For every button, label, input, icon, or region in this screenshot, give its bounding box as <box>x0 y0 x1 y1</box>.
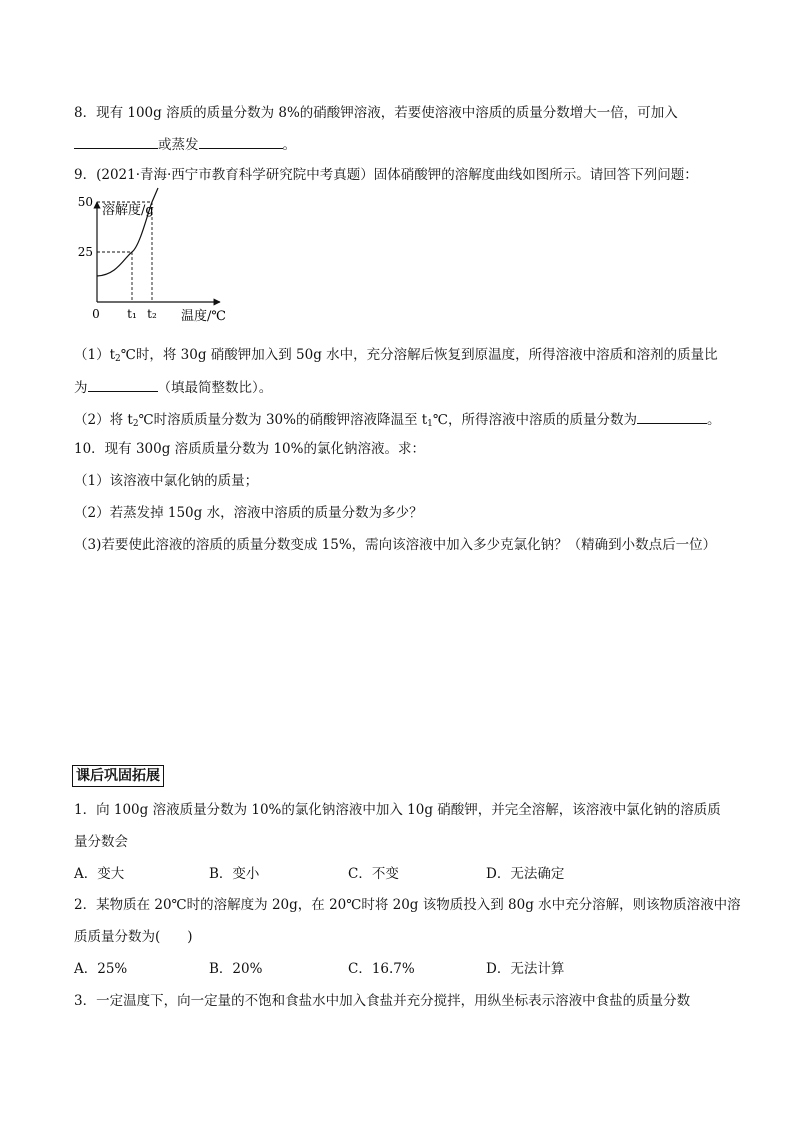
ex2-option-b[interactable]: B．20% <box>209 961 263 977</box>
q9-p1-subscript: 2 <box>115 354 121 364</box>
q9-p1-blank[interactable] <box>88 377 158 392</box>
q9-p2-subscript-2: 1 <box>427 419 433 429</box>
y-tick-label-25: 25 <box>77 245 93 259</box>
q8-blank-2[interactable] <box>199 134 283 149</box>
q9-p2-text-b: ℃时溶质质量分数为 30%的硝酸钾溶液降温至 t <box>138 412 428 428</box>
origin-label: 0 <box>92 307 100 321</box>
q9-p2-subscript-1: 2 <box>132 419 139 429</box>
ex1-option-c[interactable]: C．不变 <box>348 866 399 882</box>
y-axis-label: 溶解度/g <box>102 203 154 218</box>
ex2-option-c[interactable]: C．16.7% <box>348 961 415 977</box>
ex1-option-a[interactable]: A．变大 <box>74 866 125 882</box>
q10-part1: （1）该溶液中氯化钠的质量； <box>74 473 259 489</box>
ex1-option-b[interactable]: B．变小 <box>209 866 260 882</box>
q8-line1: 8．现有 100g 溶质的质量分数为 8%的硝酸钾溶液，若要使溶液中溶质的质量分数增大一倍，可加入 <box>74 105 678 121</box>
x-axis-label: 温度/℃ <box>181 309 226 324</box>
ex2-option-a[interactable]: A．25% <box>74 961 128 977</box>
ex1-option-d[interactable]: D．无法确定 <box>486 866 565 882</box>
ex1-line1: 1．向 100g 溶液质量分数为 10%的氯化钠溶液中加入 10g 硝酸钾，并完全溶解，该溶液中氯化钠的溶质质 <box>74 802 721 818</box>
q9-p1-text-c: 为 <box>74 380 88 396</box>
q8-mid-text: 或蒸发 <box>158 137 199 153</box>
q9-part1-line2 <box>74 377 272 397</box>
q9-part1 <box>74 346 718 368</box>
ex2-option-d[interactable]: D．无法计算 <box>486 961 565 977</box>
ex3-line1: 3．一定温度下，向一定量的不饱和食盐水中加入食盐并充分搅拌，用纵坐标表示溶液中食盐的质量分数 <box>74 993 691 1009</box>
q10-part2: （2）若蒸发掉 150g 水，溶液中溶质的质量分数为多少？ <box>74 505 423 521</box>
q9-p1-text-b: ℃时，将 30g 硝酸钾加入到 50g 水中，充分溶解后恢复到原温度，所得溶液中溶质和溶剂的质量比 <box>120 347 718 363</box>
x-tick-label-t1: t₁ <box>127 307 137 321</box>
q9-p2-blank[interactable] <box>637 409 707 424</box>
solubility-chart <box>77 195 242 326</box>
q9-p1-text-a: （1）t <box>74 347 116 363</box>
q8-blank-1[interactable] <box>74 134 158 149</box>
q8-end-text: 。 <box>282 137 296 153</box>
q10-stem: 10．现有 300g 溶质质量分数为 10%的氯化钠溶液。求： <box>74 441 425 457</box>
q9-stem: 9．(2021·青海·西宁市教育科学研究院中考真题）固体硝酸钾的溶解度曲线如图所示。请回答下列问题： <box>74 167 698 183</box>
q8-line2 <box>74 134 296 154</box>
y-tick-label-50: 50 <box>77 195 93 209</box>
section-title: 课后巩固拓展 <box>72 765 164 787</box>
q9-p2-text-d: 。 <box>707 412 721 428</box>
q9-p2-text-a: （2）将 t <box>74 412 133 428</box>
x-tick-label-t2: t₂ <box>147 307 157 321</box>
q9-p2-text-c: ℃，所得溶液中溶质的质量分数为 <box>432 412 638 428</box>
ex2-line1: 2．某物质在 20℃时的溶解度为 20g，在 20℃时将 20g 该物质投入到 80g 水中充分溶解，则该物质溶液中溶 <box>74 897 741 913</box>
solubility-curve <box>97 188 158 276</box>
ex1-line2: 量分数会 <box>74 834 128 850</box>
q9-part2 <box>74 409 721 433</box>
ex2-line2: 质质量分数为( ) <box>74 929 193 945</box>
q9-p1-text-d: （填最简整数比）。 <box>157 380 273 396</box>
q10-part3: （3)若要使此溶液的溶质的质量分数变成 15%，需向该溶液中加入多少克氯化钠？（精确到小数点后一位） <box>74 537 717 553</box>
